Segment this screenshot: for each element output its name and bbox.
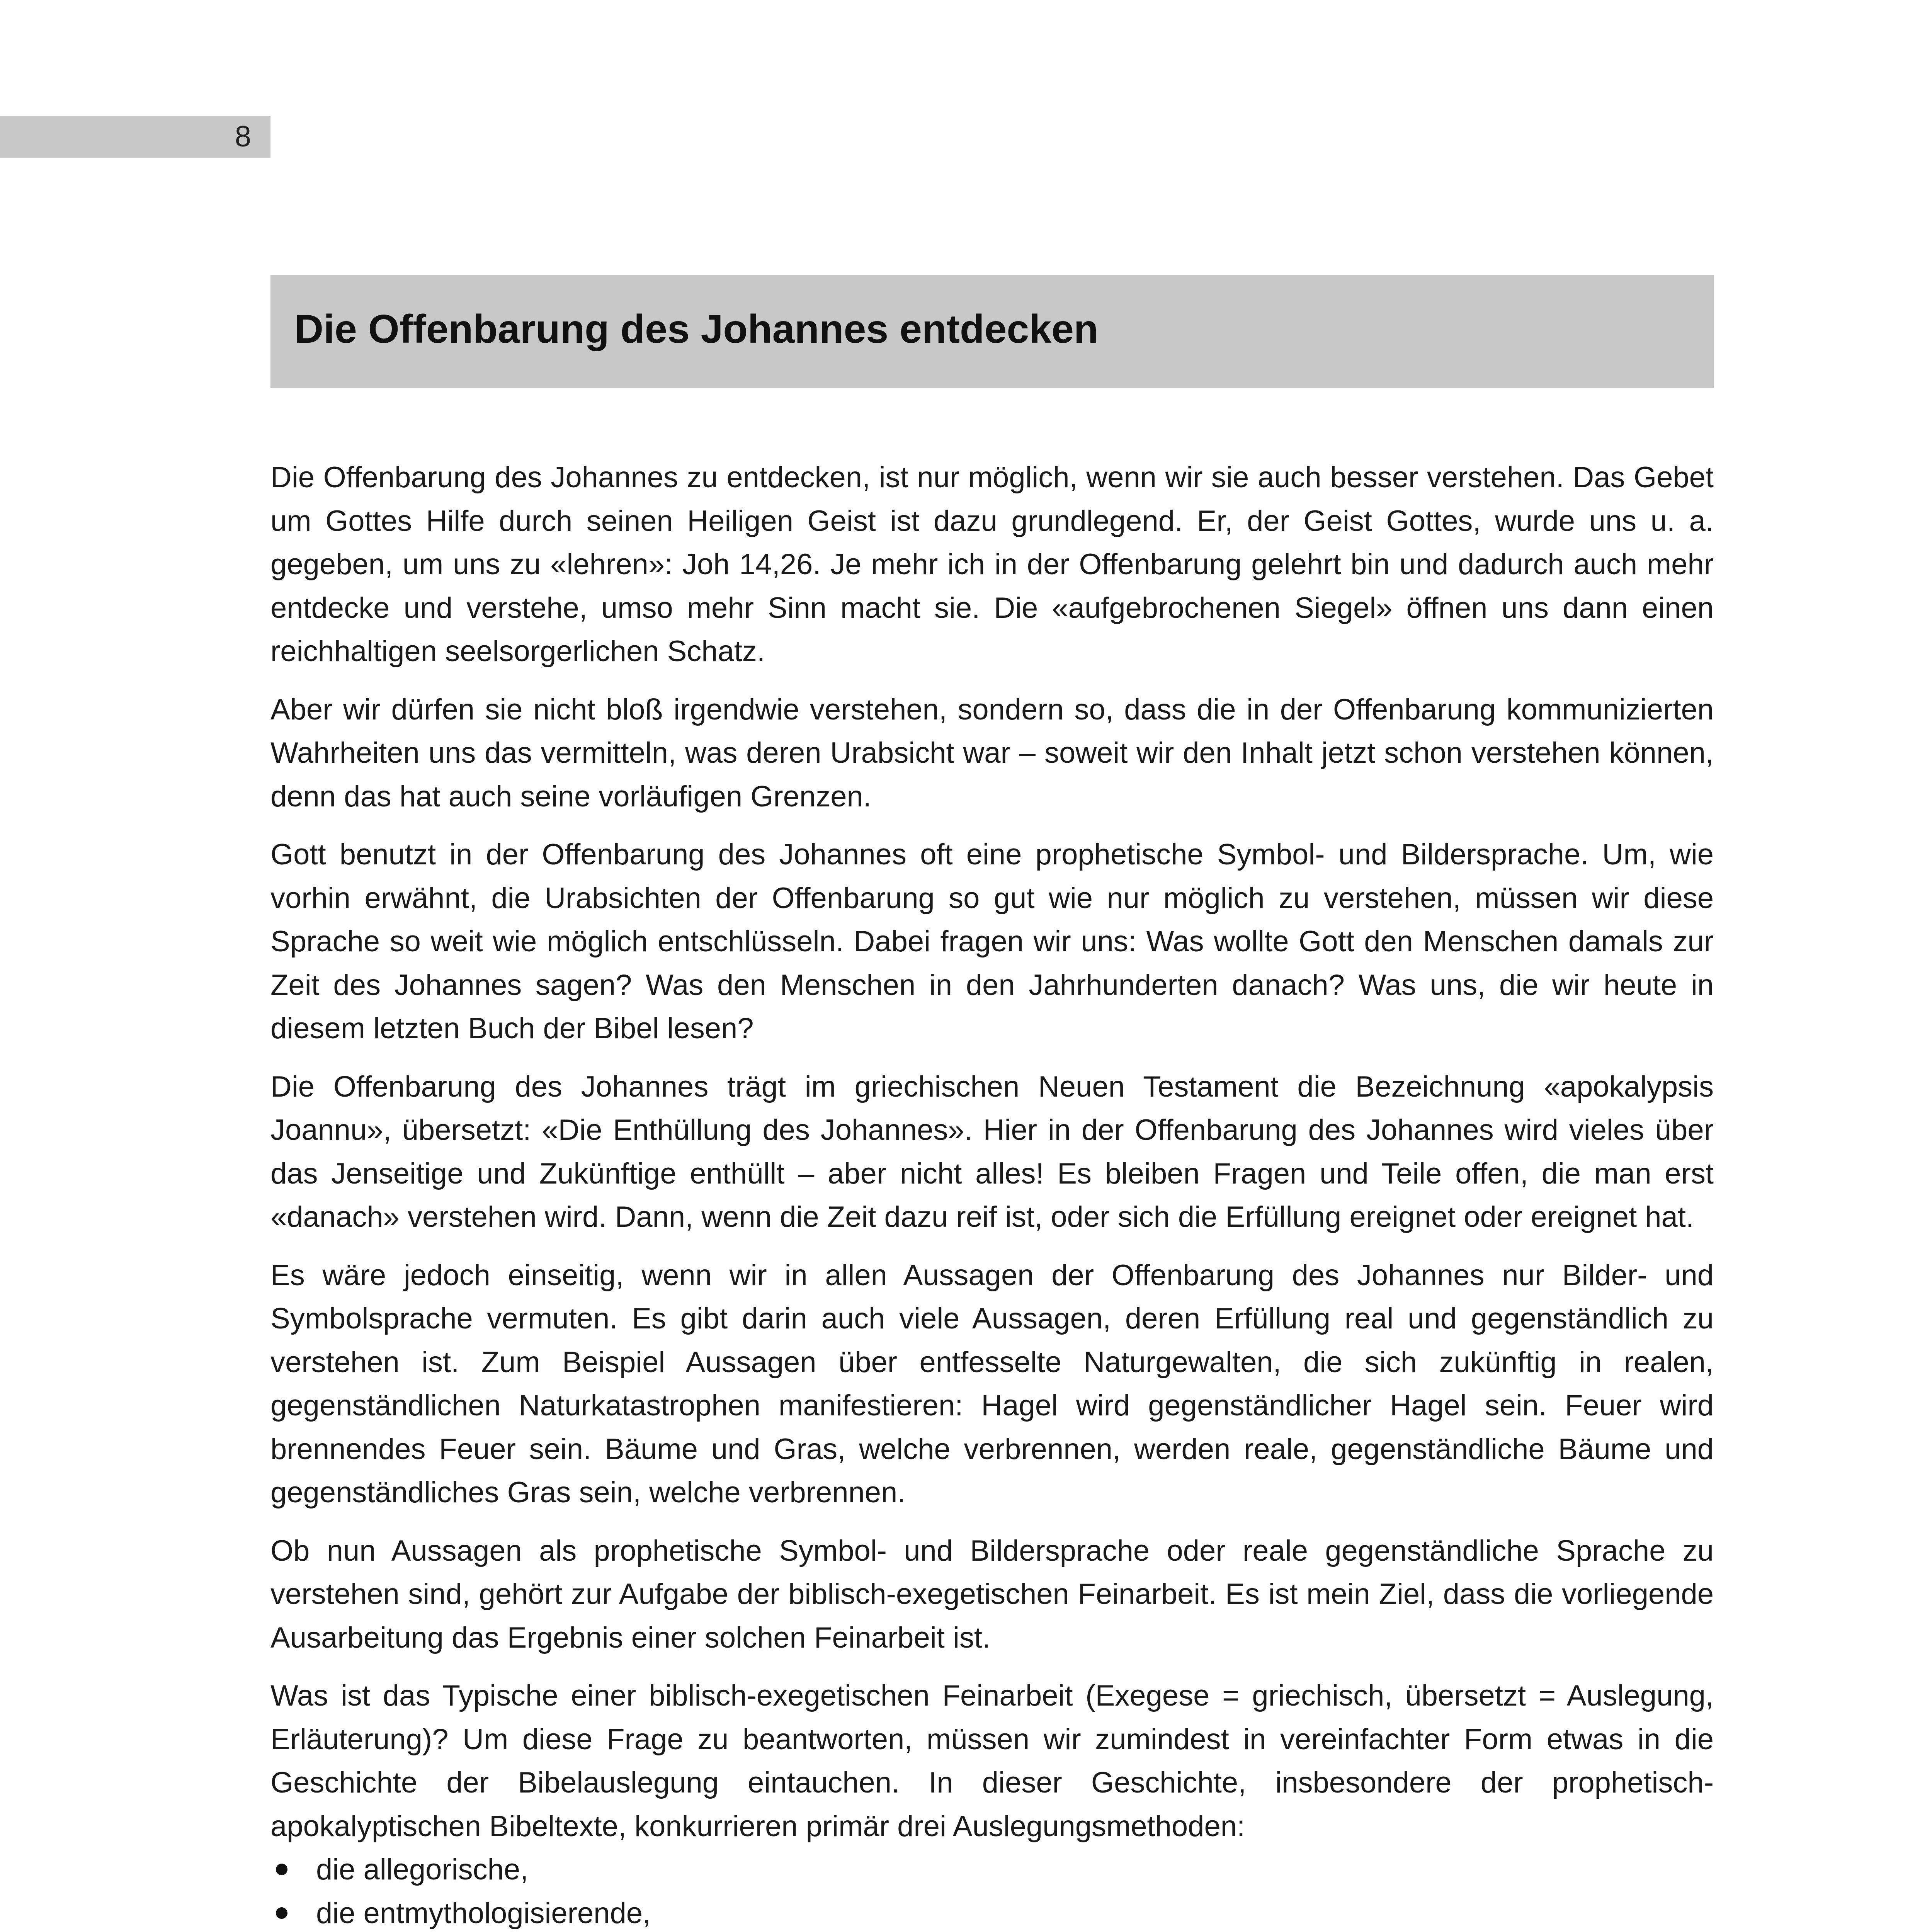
paragraph: Gott benutzt in der Offenbarung des Johannes oft eine prophetische Symbol- und Bildersprache. Um, wie vorhin erwähnt, die Urabsichten der Offenbarung so gut wie nur möglich zu verstehen, müssen wir diese Sprache so weit wie möglich entschlüsseln. Dabei fragen wir uns: Was wollte Gott den Menschen damals zur Zeit des Johannes sagen? Was den Menschen in den Jahrhunderten danach? Was uns, die wir heute in diesem letzten Buch der Bibel lesen? [270, 838, 1714, 1045]
title-box [270, 275, 1714, 388]
paragraph: Es wäre jedoch einseitig, wenn wir in allen Aussagen der Offenbarung des Johannes nur Bilder- und Symbolsprache vermuten. Es gibt darin auch viele Aussagen, deren Erfüllung real und gegenständlich zu verstehen ist. Zum Beispiel Aussagen über entfesselte Naturgewalten, die sich zukünftig in realen, gegenständlichen Naturkatastrophen manifestieren: Hagel wird gegenständlicher Hagel sein. Feuer wird brennendes Feuer sein. Bäume und Gras, welche verbrennen, werden reale, gegenständliche Bäume und gegenständliches Gras sein, welche verbrennen. [270, 1259, 1714, 1509]
paragraph: Ob nun Aussagen als prophetische Symbol- und Bildersprache oder reale gegenständliche Sprache zu verstehen sind, gehört zur Aufgabe der biblisch-exegetischen Feinarbeit. Es ist mein Ziel, dass die vorliegende Ausarbeitung das Ergebnis einer solchen Feinarbeit ist. [270, 1534, 1714, 1654]
paragraph: Die Offenbarung des Johannes zu entdecken, ist nur möglich, wenn wir sie auch besser verstehen. Das Gebet um Gottes Hilfe durch seinen Heiligen Geist ist dazu grundlegend. Er, der Geist Gottes, wurde uns u. a. gegeben, um uns zu «lehren»: Joh 14,26. Je mehr ich in der Offenbarung gelehrt bin und dadurch auch mehr entdecke und verstehe, umso mehr Sinn macht sie. Die «aufgebrochenen Siegel» öffnen uns dann einen reichhaltigen seelsorgerlichen Schatz. [270, 461, 1714, 668]
paragraph: Aber wir dürfen sie nicht bloß irgendwie verstehen, sondern so, dass die in der Offenbarung kommunizierten Wahrheiten uns das vermitteln, was deren Urabsicht war – soweit wir den Inhalt jetzt schon verstehen können, denn das hat auch seine vorläufigen Grenzen. [270, 693, 1714, 813]
bullet-icon [276, 1907, 287, 1919]
paragraph: Was ist das Typische einer biblisch-exegetischen Feinarbeit (Exegese = griechisch, übersetzt = Auslegung, Erläuterung)? Um diese Frage zu beantworten, müssen wir zumindest in vereinfachter Form etwas in die Geschichte der Bibelauslegung eintauchen. In dieser Geschichte, insbesondere der prophetisch-apokalyptischen Bibeltexte, konkurrieren primär drei Auslegungsmethoden: [270, 1679, 1714, 1843]
body-text [270, 456, 1714, 1932]
list-item-text: die entmythologisierende, [316, 1896, 651, 1930]
method-list [270, 1848, 1714, 1932]
list-item-text: die allegorische, [316, 1853, 529, 1886]
list-item [270, 1848, 1714, 1892]
page-number: 8 [235, 120, 251, 153]
paragraph: Die Offenbarung des Johannes trägt im griechischen Neuen Testament die Bezeichnung «apokalypsis Joannu», übersetzt: «Die Enthüllung des Johannes». Hier in der Offenbarung des Johannes wird vieles über das Jenseitige und Zukünftige enthüllt – aber nicht alles! Es bleiben Fragen und Teile offen, die man erst «danach» verstehen wird. Dann, wenn die Zeit dazu reif ist, oder sich die Erfüllung ereignet oder ereignet hat. [270, 1070, 1714, 1233]
list-item [270, 1892, 1714, 1932]
page-title: Die Offenbarung des Johannes entdecken [294, 307, 1099, 352]
bullet-icon [276, 1864, 287, 1875]
page-number-bar [0, 116, 270, 158]
